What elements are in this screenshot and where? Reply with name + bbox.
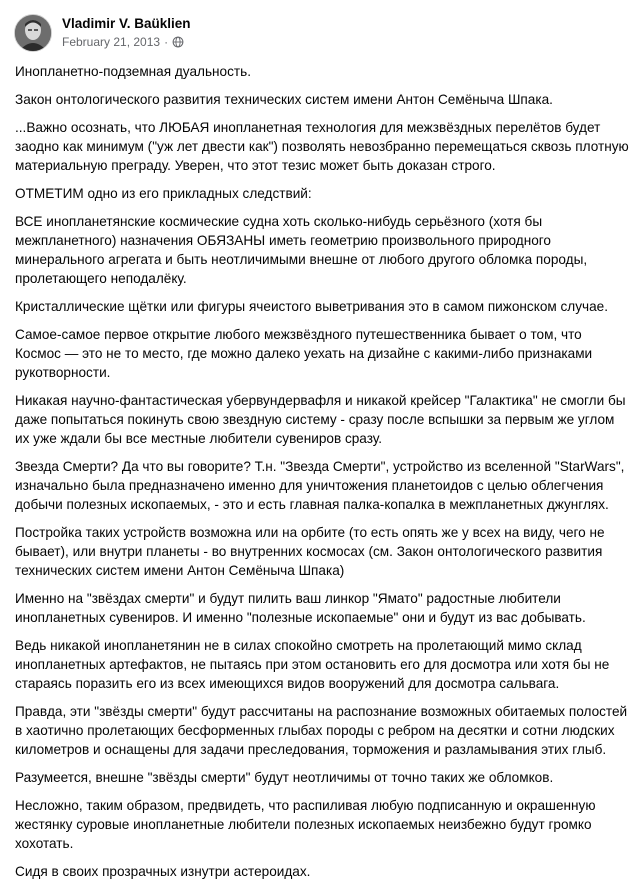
post-date[interactable]: February 21, 2013 [62, 34, 161, 49]
post-paragraph: Кристаллические щётки или фигуры ячеистого выветривания это в самом пижонском случае. [15, 299, 609, 314]
avatar[interactable] [14, 14, 52, 52]
post-paragraph: Именно на "звёздах смерти" и будут пилить ваш линкор "Ямато" радостные любители инопланетных сувениров. И именно "полезные ископаемые" они и будут из вас добывать. [15, 591, 586, 625]
post-header [14, 12, 630, 54]
post-subline [62, 35, 191, 50]
post-paragraph: Никакая научно-фантастическая убервундервафля и никакой крейсер "Галактика" не смогли бы даже попытаться покинуть свою звездную систему - сразу после вспышки за первым же углом их уже ждали бы все местные любители сувениров сразу. [15, 393, 626, 446]
post-paragraph: ОТМЕТИМ одно из его прикладных следствий: [15, 186, 312, 201]
post-paragraph: Ведь никакой инопланетянин не в силах спокойно смотреть на пролетающий мимо склад инопланетных артефактов, не пытаясь при этом остановить его для досмотра или хотя бы не стараясь поразить его из всех имеющихся видов вооружений для досмотра сальвага. [15, 638, 610, 691]
post-meta [62, 16, 191, 50]
globe-icon[interactable] [172, 36, 184, 48]
post-paragraph: Закон онтологического развития технических систем имени Антон Семёныча Шпака. [15, 92, 553, 107]
post-paragraph: Звезда Смерти? Да что вы говорите? Т.н. "Звезда Смерти", устройство из вселенной "StarWars", изначально была предназначено именно для уничтожения планетоидов с целью облегчения добычи полезных ископаемых, - это и есть главная палка-копалка в межпланетных джунглях. [15, 459, 625, 512]
post-paragraph: Правда, эти "звёзды смерти" будут рассчитаны на распознание возможных обитаемых полостей в хаотично пролетающих бесформенных глыбах породы с ребром на десятки и сотни людских километров и оснащены для задачи преследования, торможения и разламывания этих глыб. [15, 704, 628, 757]
post-paragraph: Самое-самое первое открытие любого межзвёздного путешественника бывает о том, что Космос — это не то место, где можно далеко уехать на дизайне с какими-либо признаками рукотворности. [15, 327, 593, 380]
post-paragraph: ВСЕ инопланетянские космические судна хоть сколько-нибудь серьёзного (хотя бы межпланетного) назначения ОБЯЗАНЫ иметь геометрию произвольного природного минерального агрегата и быть неотличимыми внешне от любого другого обломка породы, пролетающего неподалёку. [15, 214, 588, 286]
author-name[interactable]: Vladimir V. Baüklien [62, 16, 191, 32]
post-paragraph: Несложно, таким образом, предвидеть, что распиливая любую подписанную и окрашенную жестянку суровые инопланетные любители полезных ископаемых неизбежно будут громко хохотать. [15, 798, 596, 851]
post-body [14, 62, 630, 881]
post-paragraph: Инопланетно-подземная дуальность. [15, 64, 251, 79]
post-paragraph: Разумеется, внешне "звёзды смерти" будут неотличимы от точно таких же обломков. [15, 770, 554, 785]
post-paragraph: ...Важно осознать, что ЛЮБАЯ инопланетная технология для межзвёздных перелётов будет заодно как минимум ("уж лет двести как") позволять невозбранно перемещаться сквозь плотную материальную преграду. Уверен, что этот тезис может быть доказан строго. [15, 120, 629, 173]
post-paragraph: Сидя в своих прозрачных изнутри астероидах. [15, 864, 311, 879]
post-paragraph: Постройка таких устройств возможна или на орбите (то есть опять же у всех на виду, чего не бывает), или внутри планеты - во внутренних космосах (см. Закон онтологического развития технических систем имени Антон Семёныча Шпака) [15, 525, 605, 578]
profile-photo-icon [15, 15, 51, 51]
meta-separator: · [164, 34, 169, 49]
